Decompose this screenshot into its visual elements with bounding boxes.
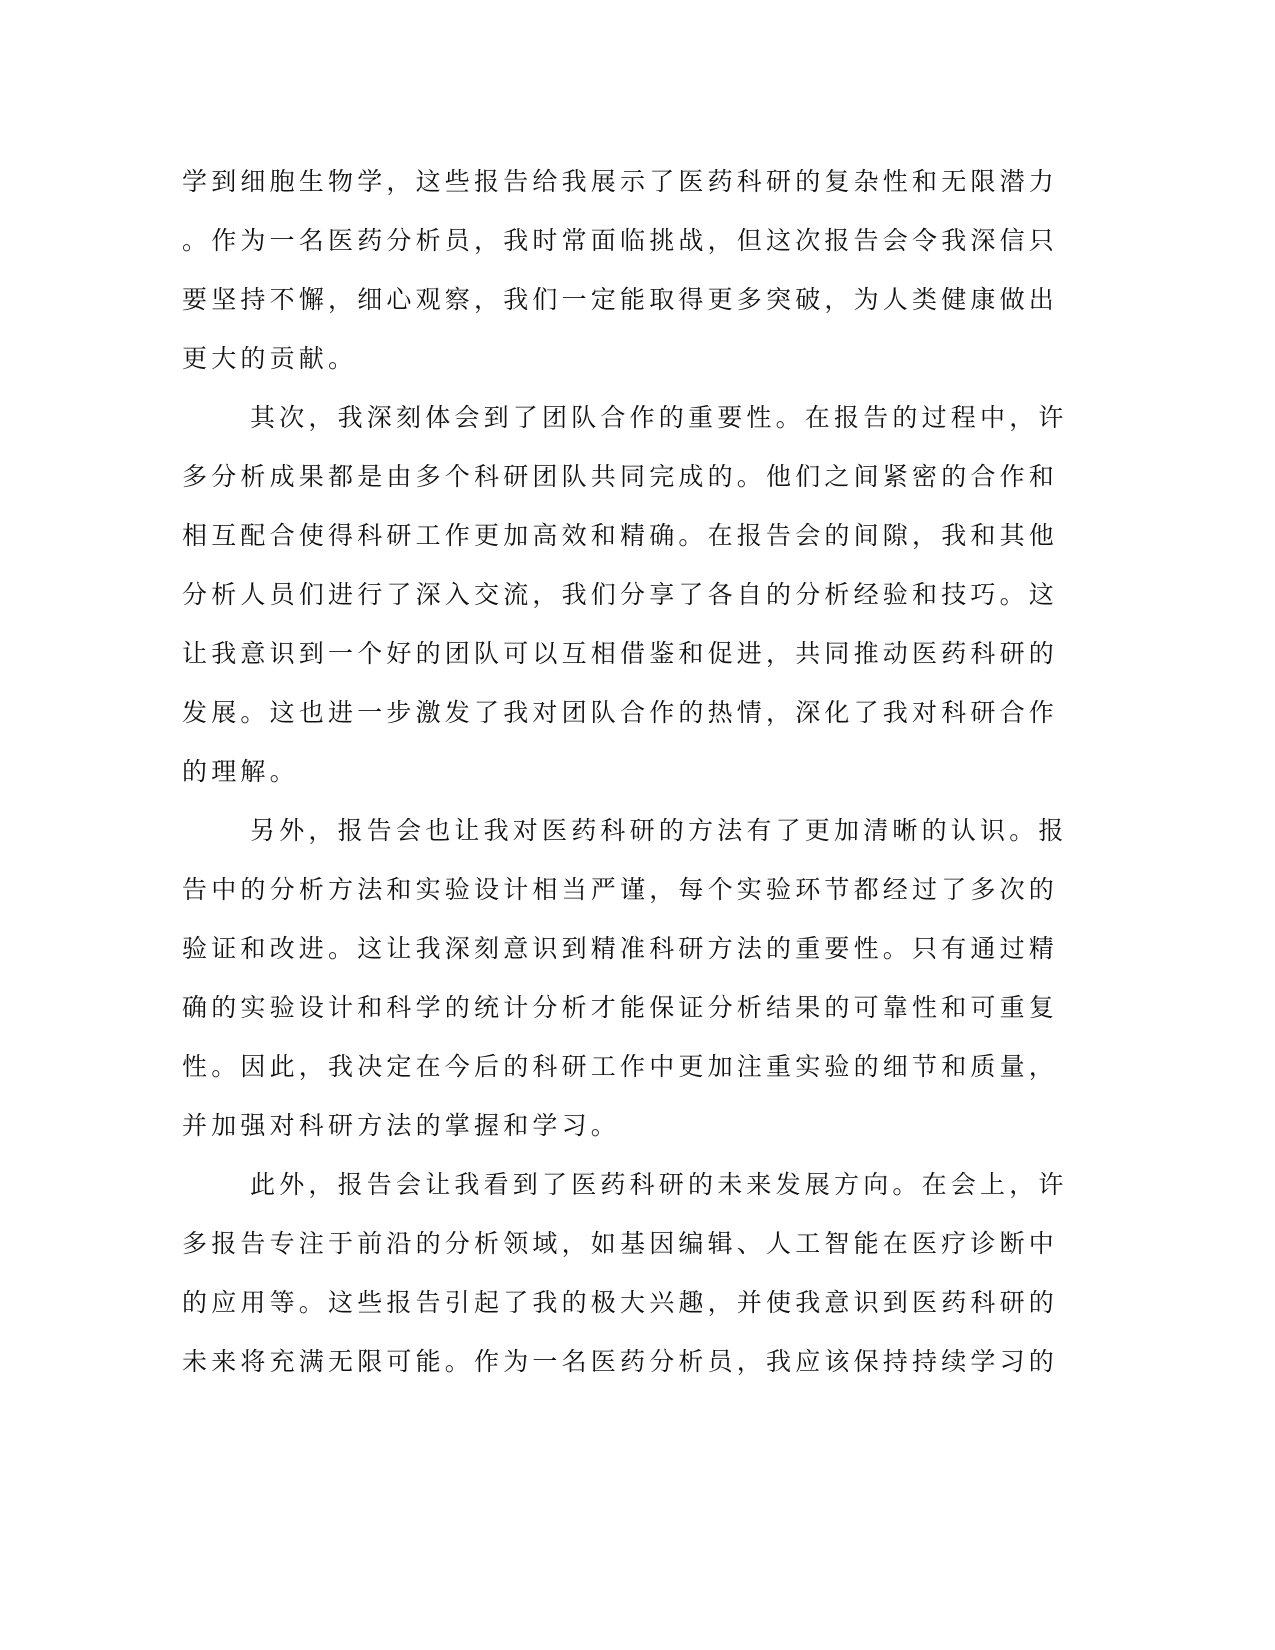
text-line: 相互配合使得科研工作更加高效和精确。在报告会的间隙，我和其他 (182, 521, 1059, 550)
text-line: 多报告专注于前沿的分析领域，如基因编辑、人工智能在医疗诊断中 (182, 1229, 1059, 1258)
paragraph-first-line: 另外，报告会也让我对医药科研的方法有了更加清晰的认识。报 (250, 816, 1068, 845)
text-line: 并加强对科研方法的掌握和学习。 (182, 1111, 621, 1140)
text-line: 要坚持不懈，细心观察，我们一定能取得更多突破，为人类健康做出 (182, 285, 1059, 314)
text-line: 发展。这也进一步激发了我对团队合作的热情，深化了我对科研合作 (182, 698, 1059, 727)
text-line: 。作为一名医药分析员，我时常面临挑战，但这次报告会令我深信只 (182, 226, 1059, 255)
text-line: 学到细胞生物学，这些报告给我展示了医药科研的复杂性和无限潜力 (182, 167, 1059, 196)
text-line: 多分析成果都是由多个科研团队共同完成的。他们之间紧密的合作和 (182, 462, 1059, 491)
text-line: 确的实验设计和科学的统计分析才能保证分析结果的可靠性和可重复 (182, 993, 1059, 1022)
text-line: 分析人员们进行了深入交流，我们分享了各自的分析经验和技巧。这 (182, 580, 1059, 609)
text-line: 性。因此，我决定在今后的科研工作中更加注重实验的细节和质量， (182, 1052, 1059, 1081)
text-line: 未来将充满无限可能。作为一名医药分析员，我应该保持持续学习的 (182, 1347, 1059, 1376)
text-line: 的理解。 (182, 757, 299, 786)
text-line: 更大的贡献。 (182, 344, 358, 373)
text-line: 验证和改进。这让我深刻意识到精准科研方法的重要性。只有通过精 (182, 934, 1059, 963)
text-line: 告中的分析方法和实验设计相当严谨，每个实验环节都经过了多次的 (182, 875, 1059, 904)
text-line: 让我意识到一个好的团队可以互相借鉴和促进，共同推动医药科研的 (182, 639, 1059, 668)
paragraph-first-line: 其次，我深刻体会到了团队合作的重要性。在报告的过程中，许 (250, 403, 1068, 432)
text-line: 的应用等。这些报告引起了我的极大兴趣，并使我意识到医药科研的 (182, 1288, 1059, 1317)
paragraph-first-line: 此外，报告会让我看到了医药科研的未来发展方向。在会上，许 (250, 1170, 1068, 1199)
